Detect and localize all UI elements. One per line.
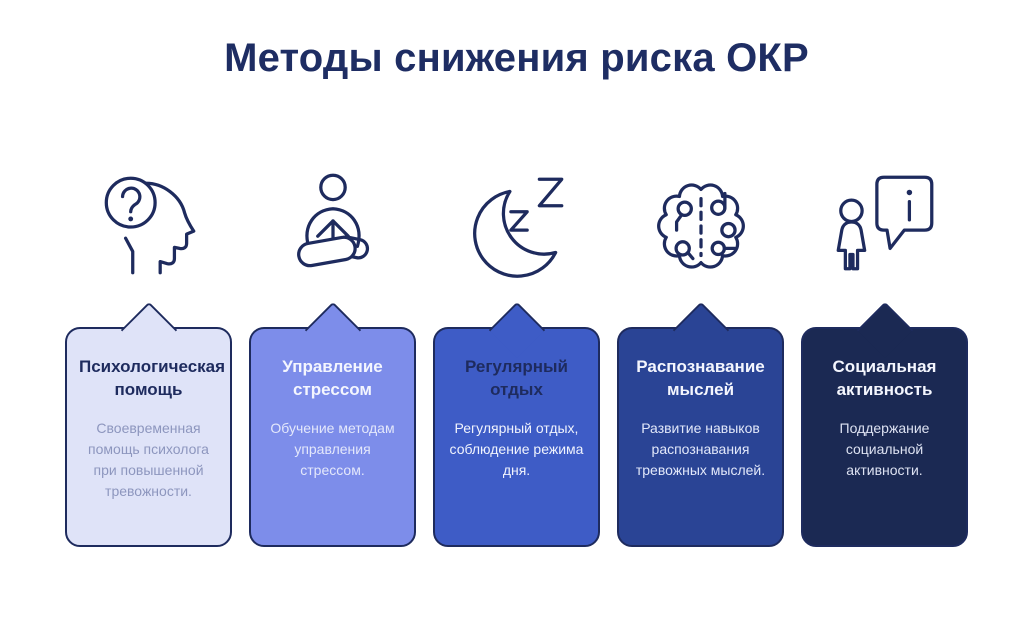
card-description: Поддержание социальной активности. [839,419,930,478]
card-title: Распознавание мыслей [636,357,765,399]
method-card-stress-management [249,327,416,547]
card-description: Регулярный отдых, соблюдение режима дня. [449,419,584,478]
card-title: Управление стрессом [282,357,383,399]
method-column-psychological-help [65,159,232,547]
method-column-thought-recognition [617,159,784,547]
methods-row [0,159,1033,547]
method-card-thought-recognition [617,327,784,547]
moon-sleep-icon [452,159,582,289]
card-description: Своевременная помощь психолога при повышенной тревожности. [88,419,209,499]
card-title: Регулярный отдых [464,357,569,399]
method-card-social-activity [801,327,968,547]
page-title: Методы снижения риска ОКР [224,36,809,80]
card-title: Психологическая помощь [79,357,226,399]
brain-circuit-icon [636,159,766,289]
card-description: Развитие навыков распознавания тревожных мыслей. [635,419,766,478]
speech-info-icon [820,159,950,289]
meditation-icon [268,159,398,289]
method-column-stress-management [249,159,416,547]
method-column-social-activity [801,159,968,547]
card-title: Социальная активность [832,357,937,399]
head-question-icon [84,159,214,289]
method-card-psychological-help [65,327,232,547]
method-card-regular-rest [433,327,600,547]
method-column-regular-rest [433,159,600,547]
card-description: Обучение методам управления стрессом. [270,419,395,478]
